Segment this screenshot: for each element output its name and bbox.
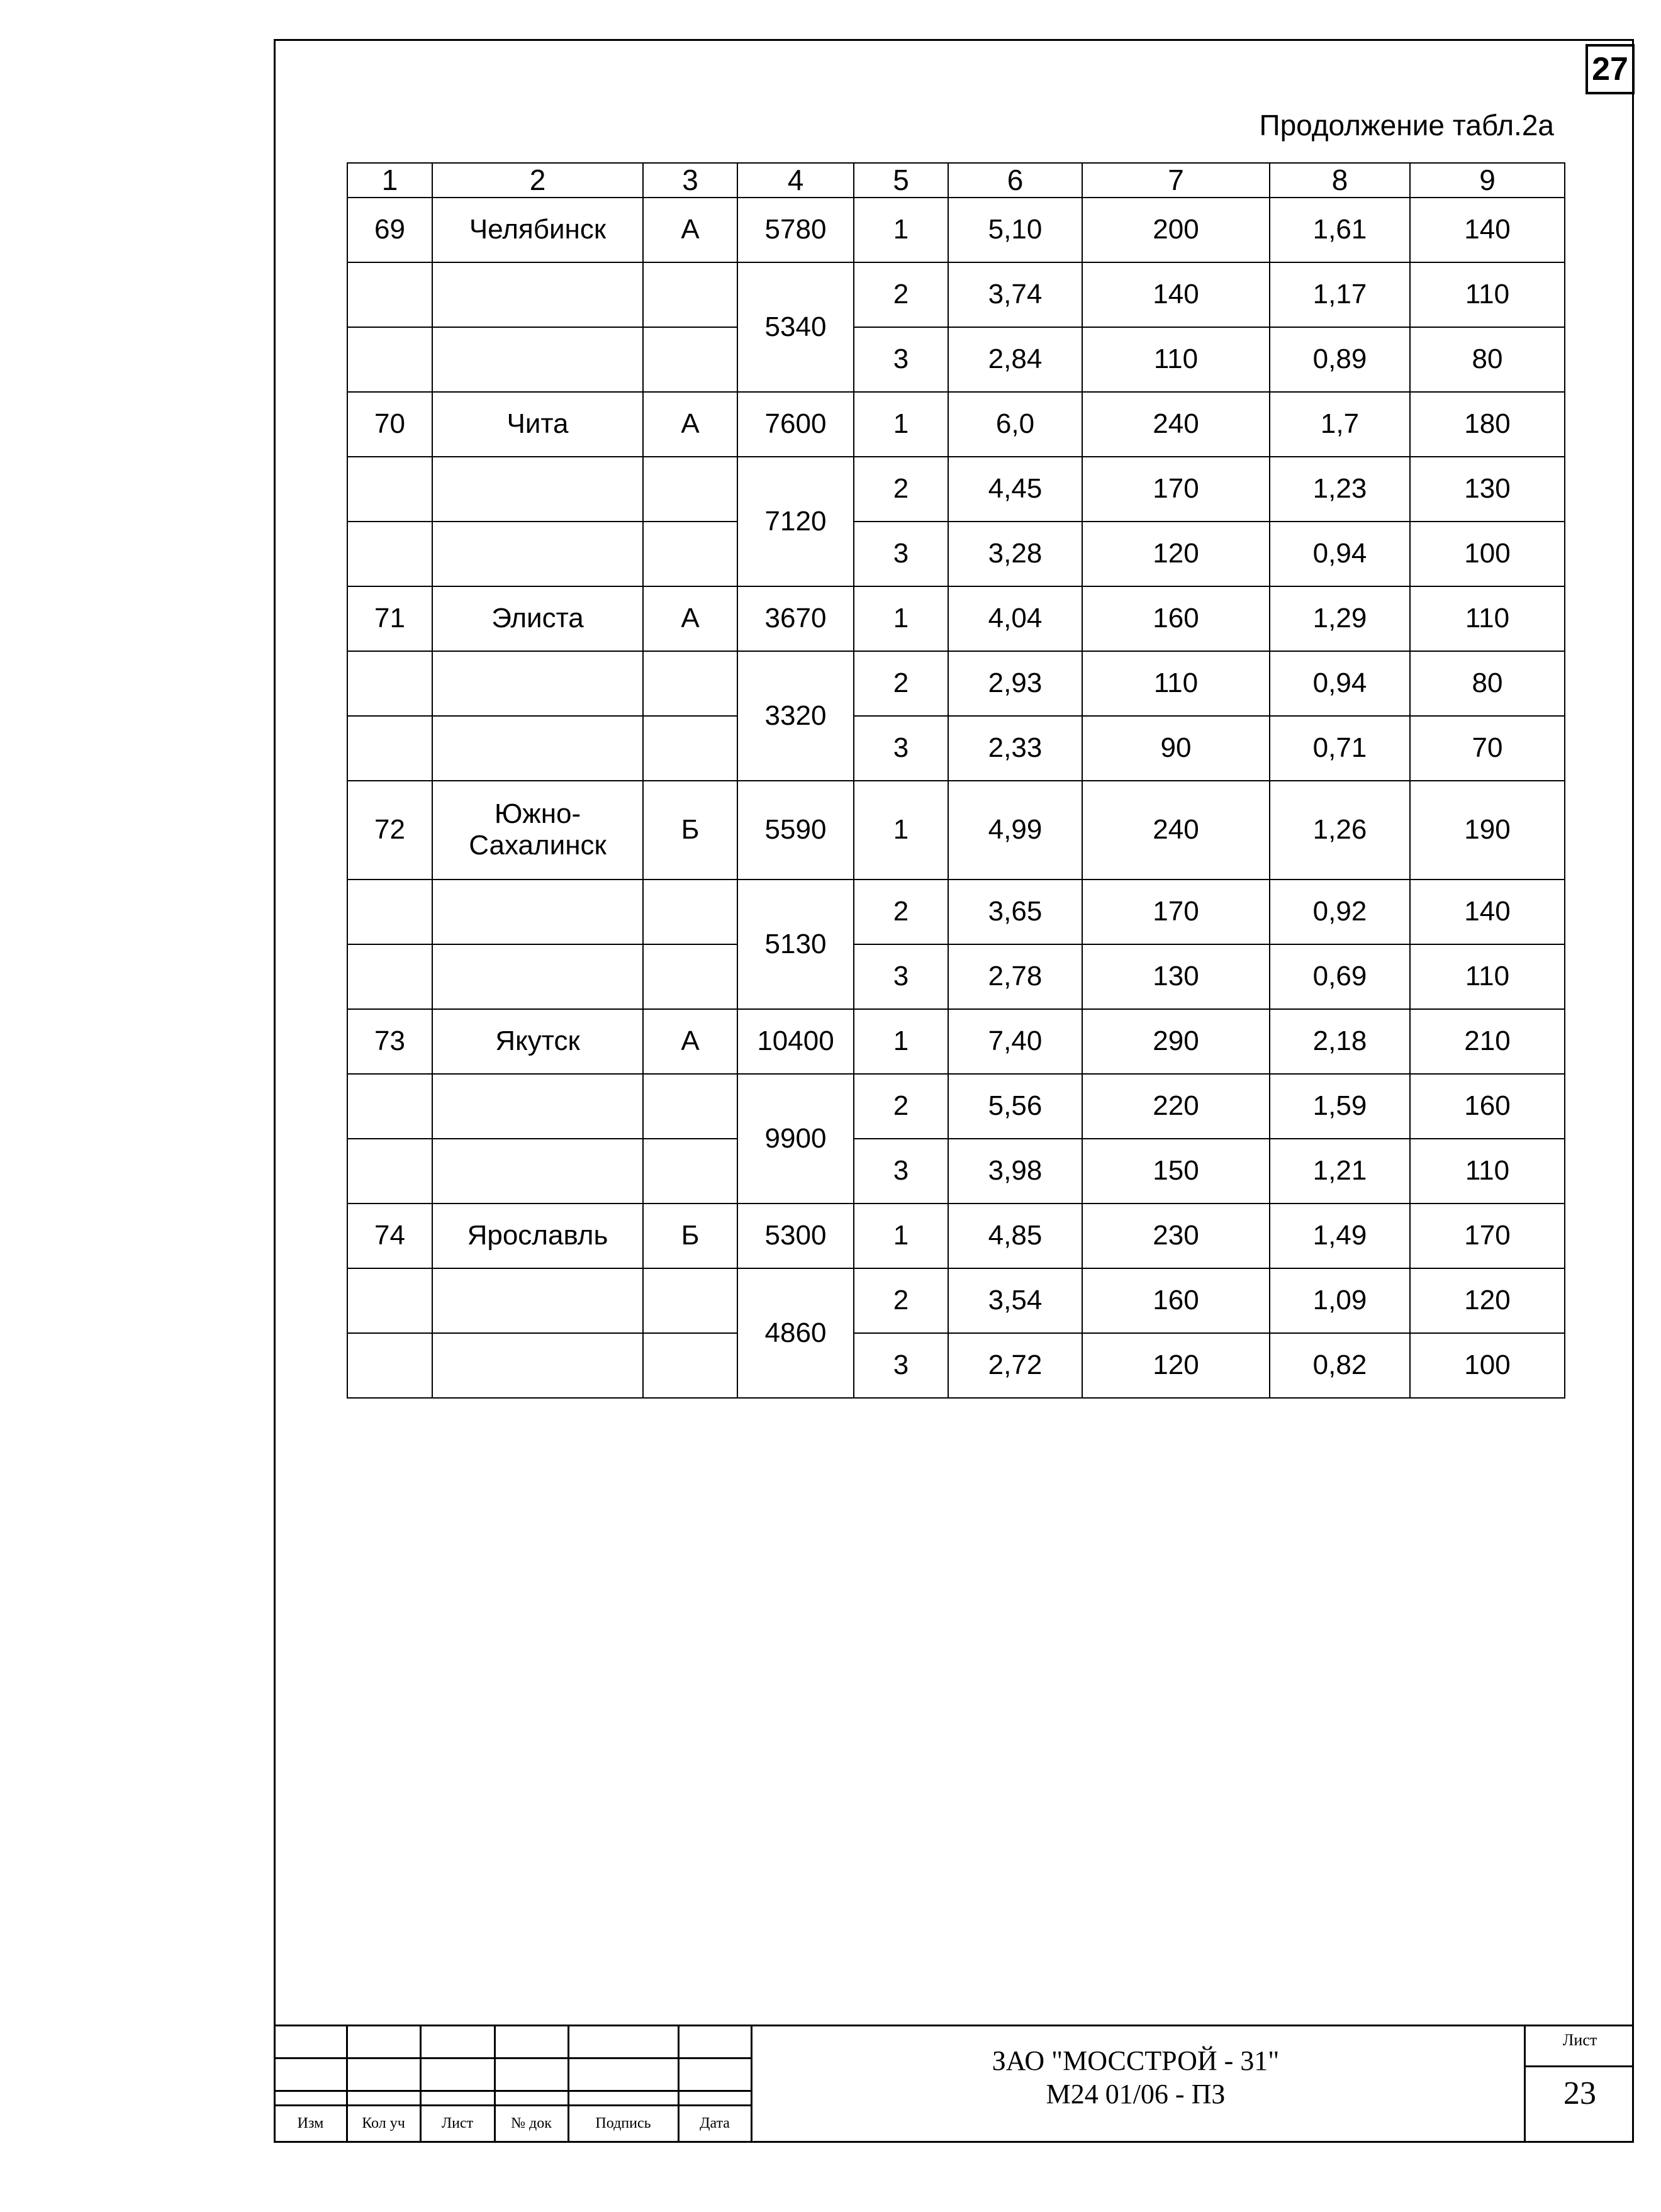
column-header: 6 [948,163,1082,198]
value-cell: 9900 [737,1074,854,1204]
value-cell: 1,7 [1270,392,1410,457]
value-cell: 2 [854,1074,948,1139]
document-code: М24 01/06 - ПЗ [1046,2078,1226,2109]
table-caption: Продолжение табл.2а [1259,109,1554,142]
category-cell: А [643,1009,737,1074]
category-cell: А [643,198,737,262]
value-cell: 160 [1082,1268,1270,1333]
empty-cell [432,522,643,586]
table-row [347,327,1565,392]
value-cell: 3,98 [948,1139,1082,1204]
table-row [347,1268,1565,1333]
empty-cell [432,1139,643,1204]
value-cell: 4860 [737,1268,854,1398]
value-cell: 190 [1410,781,1565,880]
value-cell: 3 [854,716,948,781]
value-cell: 110 [1410,586,1565,651]
value-cell: 1 [854,586,948,651]
value-cell: 4,85 [948,1204,1082,1268]
empty-cell [432,651,643,716]
empty-cell [643,880,737,944]
value-cell: 240 [1082,392,1270,457]
city-cell: Элиста [432,586,643,651]
value-cell: 240 [1082,781,1270,880]
table-row [347,651,1565,716]
column-header: 8 [1270,163,1410,198]
value-cell: 3,28 [948,522,1082,586]
empty-cell [347,1074,432,1139]
value-cell: 70 [1410,716,1565,781]
stamp-label-doc-number: № док [511,2115,552,2131]
value-cell: 2 [854,262,948,327]
value-cell: 3 [854,522,948,586]
table-row [347,392,1565,457]
empty-cell [643,1139,737,1204]
column-header: 7 [1082,163,1270,198]
value-cell: 1,59 [1270,1074,1410,1139]
organization-name: ЗАО "МОССТРОЙ - 31" [992,2045,1280,2076]
column-header: 1 [347,163,432,198]
empty-cell [432,327,643,392]
value-cell: 100 [1410,1333,1565,1398]
value-cell: 5780 [737,198,854,262]
column-header: 4 [737,163,854,198]
value-cell: 120 [1082,1333,1270,1398]
header-row [347,163,1565,198]
value-cell: 1 [854,198,948,262]
value-cell: 0,92 [1270,880,1410,944]
value-cell: 170 [1082,880,1270,944]
city-cell: Челябинск [432,198,643,262]
page-corner-number: 27 [1586,44,1635,94]
empty-cell [347,1333,432,1398]
value-cell: 2,18 [1270,1009,1410,1074]
value-cell: 3,54 [948,1268,1082,1333]
value-cell: 140 [1410,198,1565,262]
empty-cell [432,944,643,1009]
value-cell: 230 [1082,1204,1270,1268]
city-cell: Ярославль [432,1204,643,1268]
data-table [347,162,1565,1399]
value-cell: 1,17 [1270,262,1410,327]
value-cell: 1,49 [1270,1204,1410,1268]
table-row [347,880,1565,944]
value-cell: 200 [1082,198,1270,262]
empty-cell [643,1268,737,1333]
value-cell: 130 [1410,457,1565,522]
table-row [347,522,1565,586]
stamp-label-signature: Подпись [595,2115,651,2131]
value-cell: 290 [1082,1009,1270,1074]
value-cell: 0,82 [1270,1333,1410,1398]
empty-cell [643,716,737,781]
empty-cell [347,880,432,944]
value-cell: 2,93 [948,651,1082,716]
value-cell: 2,72 [948,1333,1082,1398]
city-cell: Якутск [432,1009,643,1074]
table-row [347,781,1565,880]
empty-cell [432,457,643,522]
category-cell: А [643,586,737,651]
empty-cell [432,1268,643,1333]
value-cell: 7120 [737,457,854,586]
table-row [347,1333,1565,1398]
value-cell: 3 [854,1139,948,1204]
empty-cell [643,944,737,1009]
category-cell: Б [643,781,737,880]
table-row [347,457,1565,522]
value-cell: 160 [1082,586,1270,651]
value-cell: 4,99 [948,781,1082,880]
stamp-label-izm: Изм [297,2115,324,2131]
value-cell: 1,61 [1270,198,1410,262]
row-number-cell: 72 [347,781,432,880]
empty-cell [643,457,737,522]
value-cell: 140 [1410,880,1565,944]
empty-cell [432,1333,643,1398]
value-cell: 7600 [737,392,854,457]
sheet-label: Лист [1562,2031,1597,2049]
city-cell: Южно- Сахалинск [432,781,643,880]
value-cell: 130 [1082,944,1270,1009]
value-cell: 3 [854,944,948,1009]
stamp-line [1524,2065,1634,2067]
value-cell: 3 [854,327,948,392]
value-cell: 150 [1082,1139,1270,1204]
table-row [347,1074,1565,1139]
value-cell: 2 [854,457,948,522]
empty-cell [643,327,737,392]
value-cell: 210 [1410,1009,1565,1074]
table-row [347,1139,1565,1204]
table-row [347,262,1565,327]
value-cell: 10400 [737,1009,854,1074]
value-cell: 5130 [737,880,854,1009]
value-cell: 110 [1410,1139,1565,1204]
value-cell: 1 [854,1009,948,1074]
stamp-label-list: Лист [441,2115,474,2131]
table-row [347,1009,1565,1074]
empty-cell [347,262,432,327]
stamp-label-kol-uch: Кол уч [362,2115,405,2131]
column-header: 9 [1410,163,1565,198]
value-cell: 120 [1082,522,1270,586]
row-number-cell: 74 [347,1204,432,1268]
value-cell: 3,74 [948,262,1082,327]
value-cell: 0,94 [1270,522,1410,586]
value-cell: 3320 [737,651,854,781]
value-cell: 110 [1082,327,1270,392]
city-cell: Чита [432,392,643,457]
value-cell: 110 [1082,651,1270,716]
value-cell: 2,84 [948,327,1082,392]
value-cell: 220 [1082,1074,1270,1139]
value-cell: 4,45 [948,457,1082,522]
value-cell: 4,04 [948,586,1082,651]
value-cell: 90 [1082,716,1270,781]
value-cell: 3670 [737,586,854,651]
empty-cell [347,1139,432,1204]
value-cell: 1,29 [1270,586,1410,651]
value-cell: 0,71 [1270,716,1410,781]
value-cell: 5300 [737,1204,854,1268]
column-header: 2 [432,163,643,198]
value-cell: 2,33 [948,716,1082,781]
value-cell: 0,89 [1270,327,1410,392]
empty-cell [347,327,432,392]
column-header: 5 [854,163,948,198]
empty-cell [643,262,737,327]
value-cell: 110 [1410,944,1565,1009]
empty-cell [347,944,432,1009]
empty-cell [347,457,432,522]
column-header: 3 [643,163,737,198]
value-cell: 5590 [737,781,854,880]
empty-cell [643,651,737,716]
value-cell: 2 [854,651,948,716]
empty-cell [432,262,643,327]
value-cell: 1,21 [1270,1139,1410,1204]
empty-cell [347,651,432,716]
empty-cell [432,1074,643,1139]
category-cell: Б [643,1204,737,1268]
value-cell: 120 [1410,1268,1565,1333]
table-row [347,944,1565,1009]
empty-cell [347,1268,432,1333]
row-number-cell: 70 [347,392,432,457]
value-cell: 180 [1410,392,1565,457]
table-row [347,716,1565,781]
value-cell: 80 [1410,327,1565,392]
row-number-cell: 73 [347,1009,432,1074]
stamp-label-date: Дата [700,2115,730,2131]
row-number-cell: 71 [347,586,432,651]
value-cell: 1,26 [1270,781,1410,880]
value-cell: 100 [1410,522,1565,586]
value-cell: 5,10 [948,198,1082,262]
stamp-top-line [274,2025,1634,2026]
value-cell: 170 [1082,457,1270,522]
value-cell: 80 [1410,651,1565,716]
value-cell: 7,40 [948,1009,1082,1074]
value-cell: 1,09 [1270,1268,1410,1333]
value-cell: 1 [854,1204,948,1268]
table-row [347,1204,1565,1268]
value-cell: 0,94 [1270,651,1410,716]
empty-cell [432,716,643,781]
empty-cell [643,1074,737,1139]
sheet-number: 23 [1563,2075,1596,2111]
empty-cell [643,1333,737,1398]
value-cell: 1 [854,781,948,880]
value-cell: 2 [854,1268,948,1333]
empty-cell [432,880,643,944]
value-cell: 1 [854,392,948,457]
value-cell: 110 [1410,262,1565,327]
value-cell: 3,65 [948,880,1082,944]
value-cell: 140 [1082,262,1270,327]
empty-cell [347,716,432,781]
value-cell: 160 [1410,1074,1565,1139]
value-cell: 5340 [737,262,854,392]
value-cell: 6,0 [948,392,1082,457]
empty-cell [643,522,737,586]
value-cell: 1,23 [1270,457,1410,522]
value-cell: 0,69 [1270,944,1410,1009]
table-row [347,198,1565,262]
row-number-cell: 69 [347,198,432,262]
organization-block [749,2045,1523,2111]
value-cell: 5,56 [948,1074,1082,1139]
table-body [347,198,1565,1398]
table-row [347,586,1565,651]
value-cell: 2,78 [948,944,1082,1009]
value-cell: 170 [1410,1204,1565,1268]
value-cell: 3 [854,1333,948,1398]
empty-cell [347,522,432,586]
value-cell: 2 [854,880,948,944]
category-cell: А [643,392,737,457]
